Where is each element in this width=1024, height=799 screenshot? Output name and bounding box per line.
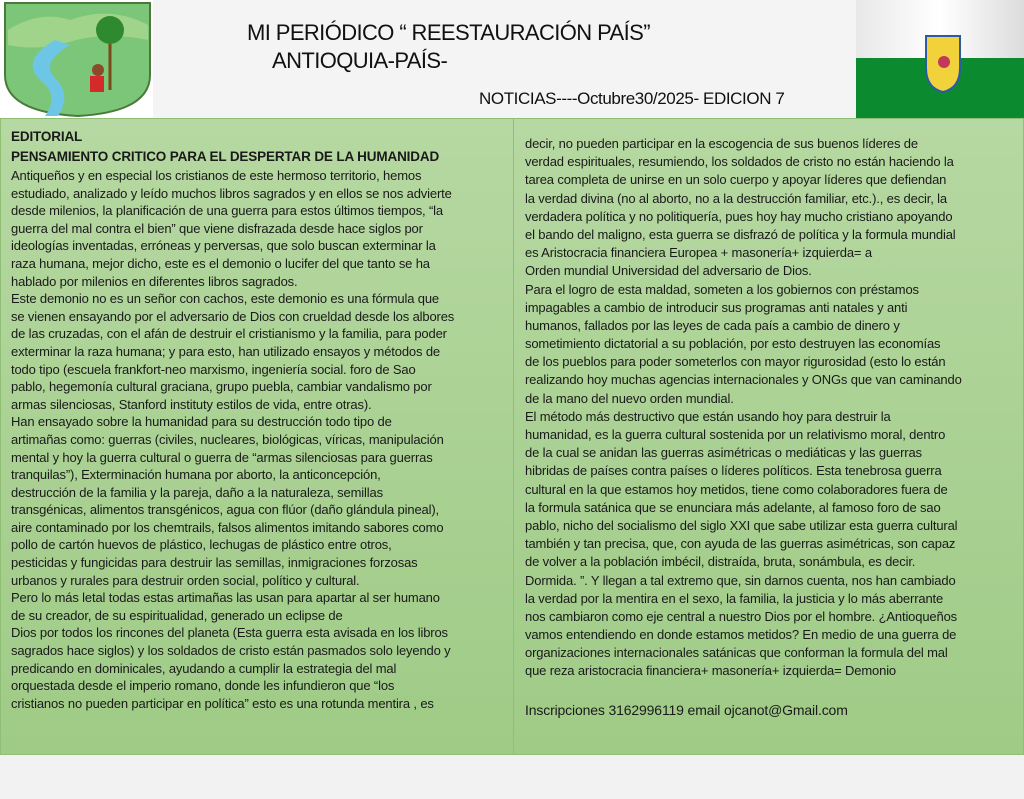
body-text-line: guerra del mal contra el bien” que viene disfrazada desde hace siglos por — [11, 220, 423, 236]
body-text-line: Para el logro de esta maldad, someten a los gobiernos con préstamos — [525, 281, 919, 297]
body-text-line: sagrados hace siglos) y los soldados de cristo están pasmados solo leyendo y — [11, 643, 451, 659]
body-text-line: hibridas de países contra países o líderes políticos. Esta tenebrosa guerra — [525, 463, 942, 479]
body-text-line: también y tan precisa, que, con ayuda de las guerras asimétricas, son capaz — [525, 536, 956, 552]
body-text-line: Pero lo más letal todas estas artimañas las usan para apartar al ser humano — [11, 590, 440, 606]
body-text-line: ideologías inventadas, erróneas y perversas, que solo buscan exterminar la — [11, 238, 436, 254]
body-text-line: vamos entendiendo en donde estamos metidos? En medio de una guerra de — [525, 627, 957, 643]
body-text-line: El método más destructivo que están usando hoy para destruir la — [525, 408, 891, 424]
body-text-line: Dios por todos los rincones del planeta (Esta guerra esta avisada en los libros — [11, 625, 448, 641]
body-text-line: cristianos no pueden participar en política” esto es una rotunda mentira , es — [11, 695, 434, 711]
body-text-line: mental y hoy la guerra cultural o guerra de “armas silenciosas para guerras — [11, 449, 433, 465]
body-text-line: de volver a la población imbécil, distraída, bruta, sonámbula, es decir. — [525, 554, 916, 570]
body-text-line: la verdad divina (no al aborto, no a la destrucción familiar, etc.)., es decir, la — [525, 190, 947, 206]
body-text-line: aire contaminado por los chemtrails, falsos alimentos imitando sabores como — [11, 519, 444, 535]
body-text-line: la verdad por la mentira en el sexo, la familia, la justicia y lo más aberrante — [525, 590, 944, 606]
left-body-text — [11, 167, 513, 712]
body-text-line: pollo de cartón huevos de plástico, lechugas de plástico entre otros, — [11, 537, 392, 553]
body-text-line: pablo, nicho del socialismo del siglo XXI que sabe utilizar esta guerra cultural — [525, 517, 958, 533]
section-label: EDITORIAL — [11, 129, 83, 144]
body-text-line: Este demonio no es un señor con cachos, este demonio es una fórmula que — [11, 291, 440, 307]
body-text-line: todo tipo (escuela frankfort-neo marxismo, ingeniería social. foro de Sao — [11, 361, 416, 377]
body-text-line: de los pueblos para poder someterlos con mayor rigurosidad (esto lo están — [525, 354, 946, 370]
body-text-line: destrucción de la familia y la pareja, daño a la naturaleza, semillas — [11, 484, 383, 500]
body-text-line: raza humana, mejor dicho, este es el demonio o lucifer del que tanto se ha — [11, 255, 430, 271]
contact-info: Inscripciones 3162996119 email ojcanot@Gmail.com — [525, 701, 848, 718]
body-text-line: armas silenciosas, Stanford instituty estilos de vida, entre otras). — [11, 396, 372, 412]
body-text-line: de la mano del nuevo orden mundial. — [525, 390, 734, 406]
body-text-line: es Aristocracia financiera Europea + masonería+ izquierda= a — [525, 245, 872, 261]
body-text-line: verdadera política y no politiquería, pues hoy hay mucho cristiano apoyando — [525, 208, 953, 224]
body-text-line: de la cual se anidan las guerras asimétricas o mediáticas y las guerras — [525, 445, 922, 461]
body-text-line: hablado por milenios en diferentes libros sagrados. — [11, 273, 298, 289]
right-column — [514, 119, 1024, 754]
editorial-panel — [0, 118, 1024, 755]
body-text-line: humanidad, es la guerra cultural sostenida por un relativismo moral, dentro — [525, 427, 946, 442]
body-text-line: sometimiento dictatorial a su población, por esto destruyen las economías — [525, 336, 941, 352]
body-text-line: Orden mundial Universidad del adversario de Dios. — [525, 263, 812, 279]
body-text-line: pablo, hegemonía cultural graciana, grupo puebla, cambiar vandalismo por — [11, 379, 432, 395]
antioquia-flag-image — [856, 0, 1024, 118]
body-text-line: nos cambiaron como eje central a nuestro Dios por el hombre. ¿Antioqueños — [525, 608, 958, 624]
body-text-line: orquestada desde el imperio romano, donde les infundieron que “los — [11, 678, 395, 694]
body-text-line: humanos, fallados por las leyes de cada país a cambio de dinero y — [525, 317, 900, 333]
newspaper-subtitle: ANTIOQUIA-PAÍS- — [272, 48, 448, 73]
body-text-line: estudiado, analizado y leído muchos libros sagrados y en ellos se nos advierte — [11, 185, 452, 201]
body-text-line: organizaciones internacionales satánicas que conforman la formula del mal — [525, 645, 948, 661]
body-text-line: verdad espirituales, resumiendo, los soldados de cristo no están haciendo la — [525, 154, 954, 170]
body-text-line: decir, no pueden participar en la escogencia de sus buenos líderes de — [525, 136, 918, 151]
body-text-line: urbanos y rurales para destruir orden social, político y cultural. — [11, 572, 360, 588]
body-text-line: pesticidas y fungicidas para destruir las semillas, inmigraciones forzosas — [11, 555, 418, 571]
left-column — [1, 119, 514, 754]
body-text-line: Han ensayado sobre la humanidad para su destrucción todo tipo de — [11, 414, 392, 430]
body-text-line: transgénicas, alimentos transgénicos, agua con flúor (daño glándula pineal), — [11, 502, 439, 518]
newspaper-title: MI PERIÓDICO “ REESTAURACIÓN PAÍS” — [247, 20, 650, 45]
body-text-line: de su creador, de su espiritualidad, generado un eclipse de — [11, 607, 343, 623]
antioquia-coat-of-arms-logo — [0, 0, 153, 118]
body-text-line: de las cruzadas, con el afán de destruir el cristianismo y la familia, para poder — [11, 326, 447, 342]
body-text-line: que reza aristocracia financiera+ masonería+ izquierda= Demonio — [525, 663, 897, 679]
body-text-line: cultural en la que estamos hoy metidos, tiene como colaboradores fuera de — [525, 481, 948, 497]
body-text-line: impagables a cambio de introducir sus programas anti natales y anti — [525, 299, 908, 315]
body-text-line: tarea completa de unirse en un solo cuerpo y apoyar líderes que defiendan — [525, 172, 947, 188]
body-text-line: desde milenios, la planificación de una guerra para estos últimos tiempos, “la — [11, 203, 443, 219]
body-text-line: tranquilas”), Exterminación humana por aborto, la anticoncepción, — [11, 467, 381, 483]
body-text-line: exterminar la raza humana; y para esto, han utilizado ensayos y métodos de — [11, 343, 440, 359]
editorial-heading: PENSAMIENTO CRITICO PARA EL DESPERTAR DE LA HUMANIDAD — [11, 149, 440, 164]
body-text-line: realizando hoy muchas agencias internacionales y ONGs que van caminando — [525, 372, 962, 388]
body-text-line: la formula satánica que se enunciara más adelante, al famoso foro de sao — [525, 499, 941, 515]
body-text-line: Dormida. ”. Y llegan a tal extremo que, sin darnos cuenta, nos han cambiado — [525, 572, 956, 588]
body-text-line: el bando del maligno, esta guerra se disfrazó de política y la formula mundial — [525, 226, 956, 242]
body-text-line: se vienen ensayando por el adversario de Dios con crueldad desde los albores — [11, 308, 455, 324]
masthead — [0, 0, 1024, 118]
right-body-text — [525, 135, 1024, 681]
body-text-line: predicando en dominicales, ayudando a cumplir la estrategia del mal — [11, 660, 397, 676]
edition-line: NOTICIAS----Octubre30/2025- EDICION 7 — [479, 89, 785, 108]
body-text-line: artimañas como: guerras (civiles, nucleares, biológicas, víricas, manipulación — [11, 431, 444, 447]
body-text-line: Antiqueños y en especial los cristianos de este hermoso territorio, hemos — [11, 168, 422, 183]
